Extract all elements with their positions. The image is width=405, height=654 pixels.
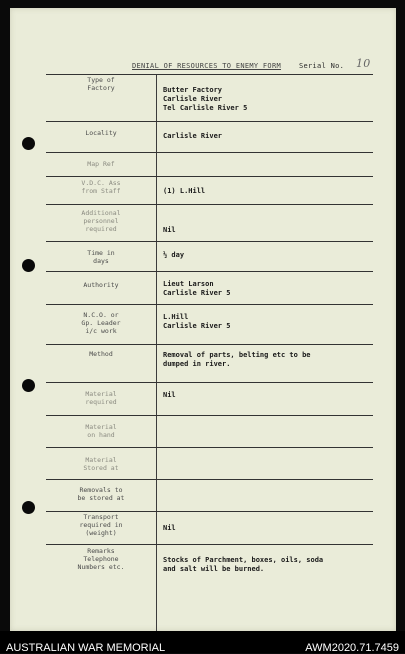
row-divider [46,74,373,75]
label-authority: Authority [83,281,119,289]
label-method: Method [89,350,113,358]
value-authority: Lieut Larson Carlisle River 5 [163,280,231,297]
row-divider [46,344,373,345]
value-additional-personnel: Nil [163,226,176,234]
punch-hole [22,137,35,150]
label-locality: Locality [85,129,117,137]
label-removals-stored-at: Removals to be stored at [77,486,125,502]
label-material-required: Material required [85,390,117,406]
row-divider [46,271,373,272]
label-transport-required: Transport required in (weight) [79,513,123,537]
value-locality: Carlisle River [163,132,223,140]
row-divider [46,544,373,545]
punch-hole [22,501,35,514]
row-divider [46,479,373,480]
form-title: DENIAL OF RESOURCES TO ENEMY FORM [132,62,281,70]
document-page [10,8,396,631]
archive-reference: AWM2020.71.7459 [305,642,399,654]
value-vdc-ass: (1) L.Hill [163,187,206,195]
row-divider [46,241,373,242]
value-time-in-days: ½ day [163,251,185,259]
row-divider [46,304,373,305]
archive-footer [0,631,405,653]
value-type-of-factory: Butter Factory Carlisle River Tel Carlisle River 5 [163,86,248,112]
row-divider [46,204,373,205]
row-divider [46,176,373,177]
serial-label: Serial No. [299,62,345,70]
label-vdc-ass: V.D.C. Ass from Staff [81,179,121,195]
label-nco-leader: N.C.O. or Gp. Leader i/c work [81,311,121,335]
label-material-stored-at: Material Stored at [83,456,119,472]
row-divider [46,152,373,153]
row-divider [46,511,373,512]
value-remarks: Stocks of Parchment, boxes, oils, soda and salt will be burned. [163,556,324,573]
punch-hole [22,259,35,272]
value-material-required: Nil [163,391,176,399]
row-divider [46,415,373,416]
row-divider [46,121,373,122]
label-type-of-factory: Type of Factory [87,76,115,92]
value-transport-required: Nil [163,524,176,532]
punch-hole [22,379,35,392]
label-additional-personnel: Additional personnel required [81,209,121,233]
form-header [10,57,396,72]
row-divider [46,447,373,448]
value-nco-leader: L.Hill Carlisle River 5 [163,313,231,330]
label-map-ref: Map Ref [87,160,115,168]
label-material-on-hand: Material on hand [85,423,117,439]
row-divider [46,382,373,383]
value-method: Removal of parts, belting etc to be dumped in river. [163,351,311,368]
label-remarks: Remarks Telephone Numbers etc. [77,547,125,571]
archive-name: AUSTRALIAN WAR MEMORIAL [6,642,166,654]
label-time-in-days: Time in days [87,249,115,265]
column-divider [156,74,157,631]
serial-number: 10 [356,57,371,70]
